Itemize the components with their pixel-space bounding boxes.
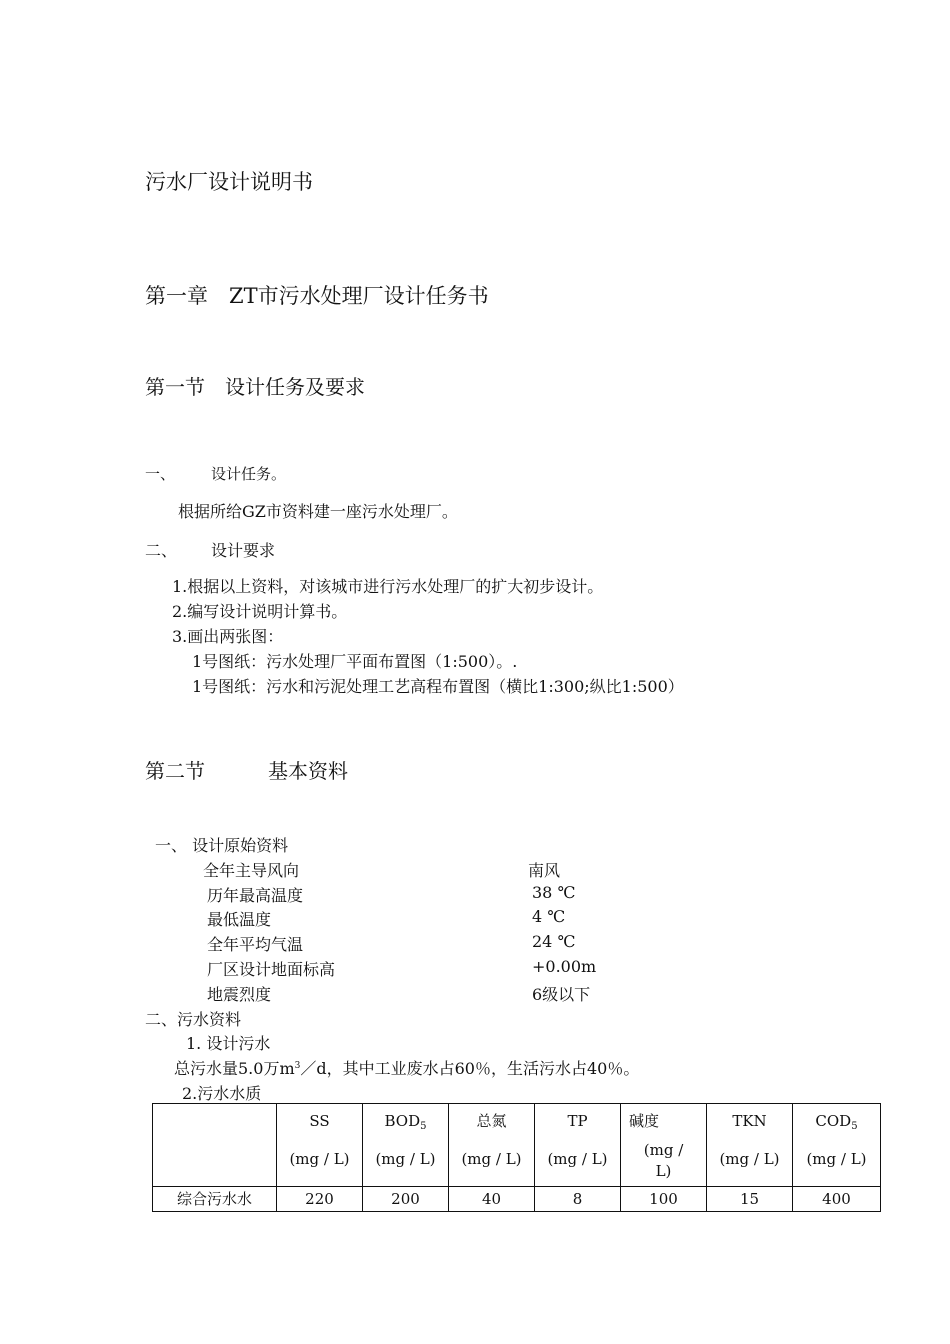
header-name-text: COD [815, 1112, 852, 1130]
header-name: SS [309, 1112, 330, 1130]
item2-number: 二、 [145, 541, 178, 560]
header-name: TKN [732, 1112, 767, 1130]
design-data-label: 厂区设计地面标高 [207, 960, 336, 979]
water-quality-table [152, 1103, 881, 1212]
table-cell: 8 [535, 1187, 621, 1212]
item1-text: 根据所给GZ市资料建一座污水处理厂。 [178, 502, 458, 521]
table-cell: 40 [449, 1187, 535, 1212]
design-data-label: 全年平均气温 [207, 935, 304, 954]
chapter-title: 第一章 ZT市污水处理厂设计任务书 [145, 284, 489, 308]
header-name-text: BOD [384, 1112, 421, 1130]
item1-label: 设计任务。 [211, 465, 287, 483]
table-cell: 100 [621, 1187, 707, 1212]
sewage-volume-text [174, 1056, 639, 1079]
table-cell: 200 [363, 1187, 449, 1212]
table-cell: 220 [277, 1187, 363, 1212]
design-data-value: 38 ℃ [532, 883, 576, 902]
requirement-item: 1.根据以上资料，对该城市进行污水处理厂的扩大初步设计。 [172, 577, 604, 596]
section2-title-number: 第二节 [145, 759, 205, 783]
table-header-cell [707, 1104, 793, 1187]
header-name: TP [567, 1112, 588, 1130]
header-unit: (mg / L) [719, 1150, 780, 1168]
header-name: 总氮 [476, 1112, 507, 1130]
design-data-label: 最低温度 [207, 910, 272, 929]
section1-title: 第一节 设计任务及要求 [145, 375, 365, 399]
header-name [363, 1104, 448, 1146]
superscript: 3 [294, 1061, 301, 1071]
header-unit: (mg / L) [547, 1150, 608, 1168]
table-corner-cell [153, 1104, 277, 1187]
design-data-value: 4 ℃ [532, 907, 566, 926]
table-header-cell [793, 1104, 881, 1187]
table-cell: 400 [793, 1187, 881, 1212]
requirement-item: 3.画出两张图： [172, 627, 284, 646]
section2-title-text: 基本资料 [268, 759, 348, 783]
table-header-cell [535, 1104, 621, 1187]
row-label: 综合污水水 [153, 1187, 277, 1212]
design-data-value: +0.00m [532, 957, 597, 976]
sewage-volume-part: ／d，其中工业废水占60％，生活污水占40％。 [300, 1059, 640, 1078]
table-row [153, 1187, 881, 1212]
header-unit: (mg / [643, 1141, 684, 1159]
water-quality-heading: 2.污水水质 [182, 1084, 262, 1103]
table-header-row [153, 1104, 881, 1187]
design-data-value: 南风 [528, 861, 561, 880]
item2-label: 设计要求 [211, 541, 276, 560]
design-data-label: 历年最高温度 [207, 886, 304, 905]
header-unit: L) [655, 1162, 672, 1180]
table-cell: 15 [707, 1187, 793, 1212]
document-title: 污水厂设计说明书 [145, 170, 313, 194]
item1-number: 一、 [145, 465, 176, 483]
subscript: 5 [851, 1121, 858, 1132]
table-header-cell [449, 1104, 535, 1187]
sewage-heading: 二、污水资料 [145, 1010, 242, 1029]
header-unit: (mg / L) [461, 1150, 522, 1168]
header-unit: (mg / L) [289, 1150, 350, 1168]
header-unit: (mg / L) [806, 1150, 867, 1168]
design-data-value: 6级以下 [532, 985, 591, 1004]
design-sewage-heading: 1. 设计污水 [186, 1034, 271, 1053]
design-data-heading: 一、 设计原始资料 [155, 836, 289, 855]
table-header-cell [363, 1104, 449, 1187]
table-header-cell [277, 1104, 363, 1187]
subscript: 5 [420, 1121, 427, 1132]
drawing-item: 1号图纸：污水处理厂平面布置图（1:500）。. [192, 652, 518, 671]
drawing-item: 1号图纸：污水和污泥处理工艺高程布置图（横比1:300;纵比1:500） [192, 677, 684, 696]
design-data-value: 24 ℃ [532, 932, 576, 951]
header-name: 碱度 [629, 1112, 660, 1130]
sewage-volume-part: 总污水量5.0万m [174, 1059, 295, 1078]
table-header-cell [621, 1104, 707, 1187]
header-unit: (mg / L) [375, 1150, 436, 1168]
requirement-item: 2.编写设计说明计算书。 [172, 602, 348, 621]
header-name [793, 1104, 880, 1146]
design-data-label: 全年主导风向 [203, 861, 300, 880]
design-data-label: 地震烈度 [207, 985, 272, 1004]
